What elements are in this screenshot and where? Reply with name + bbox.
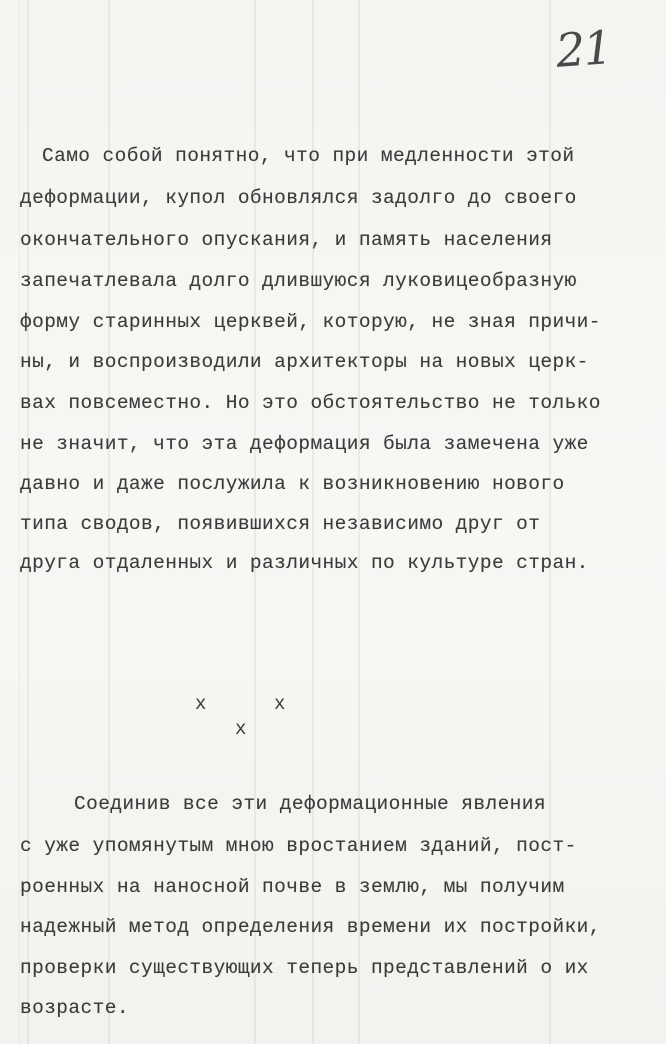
text-line: Само собой понятно, что при медленности этой: [42, 145, 575, 167]
text-line: деформации, купол обновлялся задолго до своего: [20, 187, 577, 209]
text-line: вах повсеместно. Но это обстоятельство не только: [20, 392, 601, 414]
separator-mark: x: [195, 693, 207, 715]
text-line: форму старинных церквей, которую, не зная причи-: [20, 311, 601, 333]
text-line: с уже упомянутым мною вростанием зданий, пост-: [20, 835, 577, 857]
text-line: не значит, что эта деформация была замечена уже: [20, 433, 589, 455]
text-line: роенных на наносной почве в землю, мы получим: [20, 876, 565, 898]
separator-mark: x: [274, 693, 286, 715]
text-line: ны, и воспроизводили архитекторы на новых церк-: [20, 351, 589, 373]
page-number: 21: [554, 20, 613, 78]
text-line: проверки существующих теперь представлений о их: [20, 957, 589, 979]
text-line: Соединив все эти деформационные явления: [74, 793, 546, 815]
text-line: друга отдаленных и различных по культуре стран.: [20, 552, 589, 574]
text-line: запечатлевала долго длившуюся луковицеобразную: [20, 270, 577, 292]
text-line: окончательного опускания, и память населения: [20, 229, 553, 251]
text-line: давно и даже послужила к возникновению нового: [20, 473, 565, 495]
separator-mark: x: [235, 718, 247, 740]
text-line: типа сводов, появившихся независимо друг от: [20, 513, 541, 535]
text-line: возрасте.: [20, 997, 129, 1019]
text-line: надежный метод определения времени их постройки,: [20, 916, 601, 938]
